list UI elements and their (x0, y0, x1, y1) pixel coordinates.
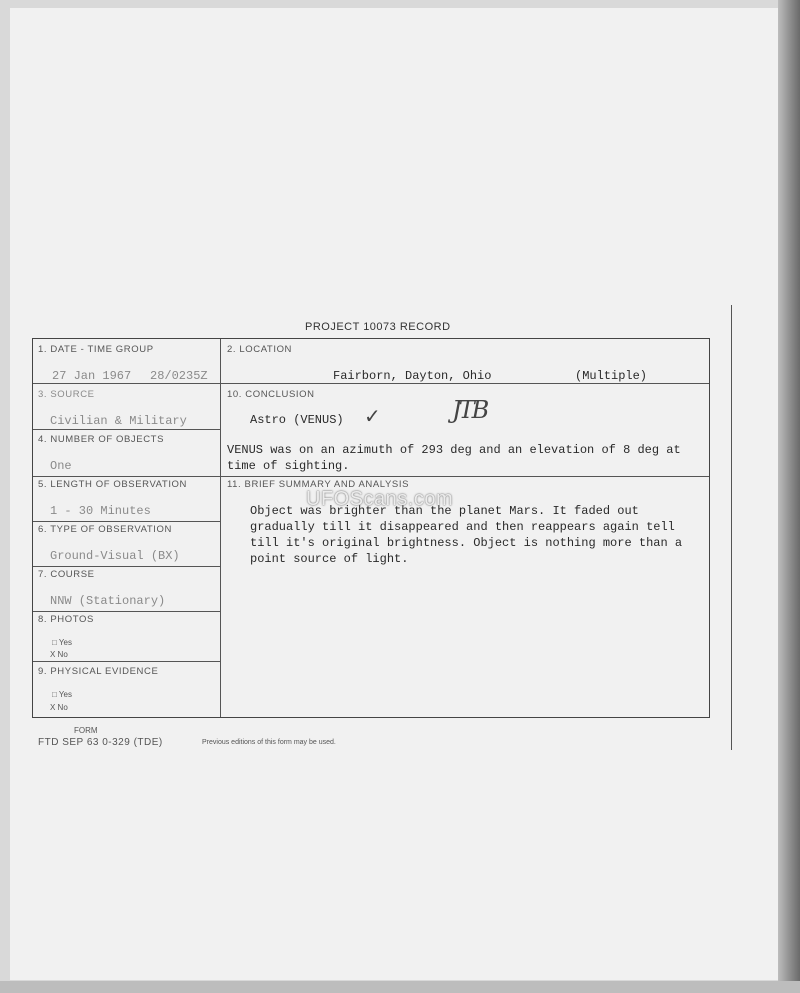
summary-line: till it's original brightness. Object is nothing more than a (250, 536, 683, 550)
time-value: 28/0235Z (150, 369, 208, 383)
type-obs-value: Ground-Visual (BX) (50, 549, 180, 563)
watermark: UFOScans.com (306, 488, 454, 510)
row-line-3 (33, 476, 220, 477)
row-line-5 (33, 566, 220, 567)
summary-label: 11. BRIEF SUMMARY AND ANALYSIS (227, 479, 410, 490)
location-value: Fairborn, Dayton, Ohio (333, 369, 492, 383)
column-divider (220, 339, 221, 717)
summary-text (250, 503, 710, 567)
num-objects-label: 4. NUMBER OF OBJECTS (38, 434, 165, 445)
location-multiple: (Multiple) (575, 369, 648, 383)
row-line-2 (33, 429, 220, 430)
course-value: NNW (Stationary) (50, 594, 166, 608)
date-value: 27 Jan 1967 (52, 369, 132, 383)
row-line-7 (33, 661, 220, 662)
scan-edge-shadow (778, 0, 800, 993)
conclusion-value: Astro (VENUS) (250, 413, 344, 427)
source-value: Civilian & Military (50, 414, 187, 428)
evidence-no: X No (50, 703, 68, 712)
num-objects-value: One (50, 459, 72, 473)
row-line-conclusion (220, 476, 709, 477)
summary-line: Object was brighter than the planet Mars. It faded out (250, 504, 639, 518)
summary-line: gradually till it disappeared and then reappears again tell (250, 520, 675, 534)
type-obs-label: 6. TYPE OF OBSERVATION (38, 524, 172, 535)
photos-label: 8. PHOTOS (38, 614, 94, 625)
form-word: FORM (74, 726, 98, 735)
summary-line: point source of light. (250, 552, 409, 566)
conclusion-label: 10. CONCLUSION (227, 389, 315, 400)
row-line-6 (33, 611, 220, 612)
reviewer-initials: JTB (452, 396, 487, 424)
course-label: 7. COURSE (38, 569, 95, 580)
form-title: PROJECT 10073 RECORD (305, 321, 451, 333)
evidence-label: 9. PHYSICAL EVIDENCE (38, 666, 159, 677)
evidence-yes: □ Yes (52, 690, 72, 699)
source-label: 3. SOURCE (38, 389, 95, 400)
form-id: FTD SEP 63 0-329 (TDE) (38, 737, 163, 748)
row-line-4 (33, 521, 220, 522)
form-note: Previous editions of this form may be used. (202, 739, 336, 746)
date-label: 1. DATE - TIME GROUP (38, 344, 154, 355)
conclusion-note-line1: VENUS was on an azimuth of 293 deg and an elevation of 8 deg at (227, 443, 681, 457)
conclusion-note-line2: time of sighting. (227, 459, 350, 473)
length-label: 5. LENGTH OF OBSERVATION (38, 479, 188, 490)
length-value: 1 - 30 Minutes (50, 504, 151, 518)
photos-yes: □ Yes (52, 638, 72, 647)
row-line-1 (33, 383, 709, 384)
photos-no: X No (50, 650, 68, 659)
scan-bottom-edge (0, 981, 800, 993)
scan-artifact-line (731, 305, 732, 750)
check-mark: ✓ (364, 404, 381, 428)
location-label: 2. LOCATION (227, 344, 293, 355)
